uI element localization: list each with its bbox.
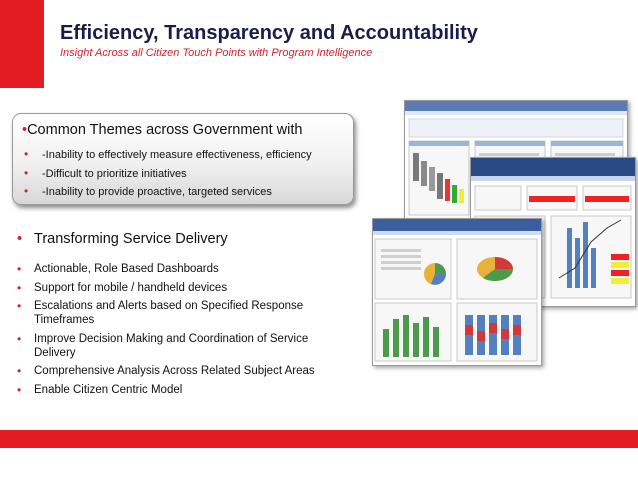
service-item-text: Comprehensive Analysis Across Related Subject Areas	[34, 365, 315, 377]
bullet-icon: •	[17, 262, 22, 276]
dashboard-thumbnail-front	[373, 219, 541, 365]
bullet-icon: •	[17, 231, 23, 247]
bullet-icon: •	[24, 147, 29, 161]
left-accent-bar	[0, 0, 44, 88]
common-themes-box	[12, 113, 354, 205]
bullet-icon: •	[24, 184, 29, 198]
theme-item-text: -Inability to effectively measure effectiveness, efficiency	[42, 149, 312, 161]
bullet-icon: •	[17, 299, 22, 313]
bullet-icon: •	[17, 364, 22, 378]
slide-subtitle: Insight Across all Citizen Touch Points with Program Intelligence	[60, 47, 373, 59]
themes-heading-text: Common Themes across Government with	[27, 122, 303, 138]
list-item	[17, 364, 352, 378]
bullet-icon: •	[24, 165, 29, 180]
service-list	[17, 262, 352, 401]
service-item-text: Improve Decision Making and Coordination of Service Delivery	[34, 332, 309, 359]
bullet-icon: •	[17, 382, 22, 397]
list-item	[24, 145, 312, 164]
service-heading	[17, 231, 228, 247]
service-item-text: Escalations and Alerts based on Specified Response Timeframes	[34, 300, 304, 326]
list-item	[17, 299, 352, 327]
bottom-accent-bar	[0, 430, 638, 448]
list-item	[17, 281, 352, 295]
bullet-icon: •	[17, 280, 22, 295]
list-item	[17, 332, 352, 360]
bullet-icon: •	[17, 331, 22, 346]
service-heading-text: Transforming Service Delivery	[34, 231, 228, 247]
bullet-icon: •	[22, 122, 28, 138]
list-item	[24, 164, 312, 183]
list-item	[17, 262, 352, 276]
service-item-text: Actionable, Role Based Dashboards	[34, 263, 219, 275]
service-item-text: Enable Citizen Centric Model	[34, 383, 183, 396]
theme-item-text: -Difficult to prioritize initiatives	[42, 167, 187, 180]
slide-title: Efficiency, Transparency and Accountability	[60, 22, 478, 44]
service-item-text: Support for mobile / handheld devices	[34, 281, 228, 294]
list-item	[17, 383, 352, 397]
themes-heading	[22, 122, 302, 138]
themes-list	[24, 145, 312, 201]
dashboard-screenshot-front	[372, 218, 542, 366]
theme-item-text: -Inability to provide proactive, targeted services	[42, 186, 272, 198]
list-item	[24, 182, 312, 201]
